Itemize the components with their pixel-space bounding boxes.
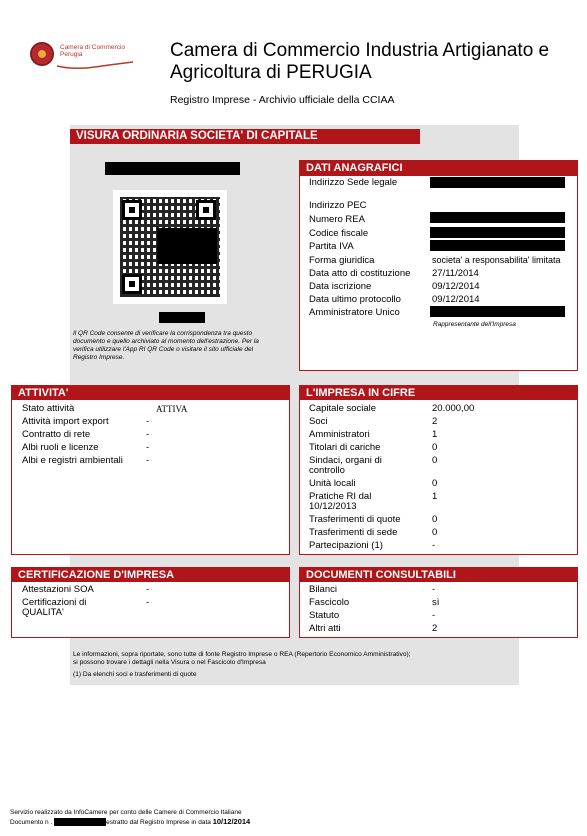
- qr-note-line: verifica utilizzare l'App RI QR Code o visitare il sito ufficiale del: [73, 346, 254, 353]
- value-data-iscrizione: 09/12/2014: [432, 281, 480, 292]
- company-name-redacted: [105, 162, 240, 175]
- page-subtitle: Registro Imprese - Archivio ufficiale della CCIAA: [170, 94, 395, 106]
- value-soa: -: [146, 584, 150, 595]
- label-amministratore: Amministratore Unico: [309, 307, 400, 318]
- logo-text-line2: Perugia: [60, 51, 83, 58]
- qr-finder-icon: [122, 274, 142, 294]
- label-qualita-2: QUALITA': [22, 607, 64, 618]
- value-soci: 2: [432, 416, 438, 427]
- label-import-export: Attività import export: [22, 416, 109, 427]
- label-qualita: Certificazioni di: [22, 597, 87, 608]
- rea-redacted: [430, 212, 565, 223]
- value-altri-atti: 2: [432, 623, 438, 634]
- footer-date: 10/12/2014: [212, 817, 251, 826]
- footer-doc-suffix: estratto dal Registro Imprese in data: [106, 819, 211, 826]
- info-text: [73, 651, 513, 679]
- value-import-export: -: [146, 416, 150, 427]
- value-statuto: -: [432, 610, 436, 621]
- qr-redacted: [157, 228, 217, 264]
- value-partecipazioni: -: [432, 540, 436, 551]
- qr-note-line: Registro Imprese.: [73, 354, 125, 361]
- value-bilanci: -: [432, 584, 436, 595]
- label-pec: Indirizzo PEC: [309, 200, 367, 211]
- page-title: [170, 40, 549, 84]
- value-trasf-quote: 0: [432, 514, 438, 525]
- value-trasf-sede: 0: [432, 527, 438, 538]
- label-trasf-sede: Trasferimenti di sede: [309, 527, 398, 538]
- logo-swoosh-icon: [55, 60, 135, 70]
- info-line: Le informazioni, sopra riportate, sono tutte di fonte Registro Imprese o REA (Repertorio Economico Amministrativo);: [73, 651, 411, 658]
- label-sindaci: Sindaci, organi di: [309, 455, 382, 466]
- label-data-iscrizione: Data iscrizione: [309, 281, 372, 292]
- value-amministratori: 1: [432, 429, 438, 440]
- title-line-1: Camera di Commercio Industria Artigianato e: [170, 40, 550, 61]
- label-pratiche-ri-2: 10/12/2013: [309, 501, 357, 512]
- rappresentante-note: Rappresentante dell'Impresa: [433, 321, 516, 328]
- label-rea: Numero REA: [309, 214, 365, 225]
- value-titolari-cariche: 0: [432, 442, 438, 453]
- qr-finder-icon: [196, 200, 216, 220]
- value-albi-ruoli: -: [146, 442, 150, 453]
- code-redacted: [159, 312, 205, 323]
- label-sede-legale: Indirizzo Sede legale: [309, 177, 398, 188]
- value-qualita: -: [146, 597, 150, 608]
- label-fascicolo: Fascicolo: [309, 597, 350, 608]
- label-soa: Attestazioni SOA: [22, 584, 94, 595]
- label-titolari-cariche: Titolari di cariche: [309, 442, 381, 453]
- footer-doc-prefix: Documento n .: [10, 819, 53, 826]
- partita-iva-redacted: [430, 240, 565, 251]
- value-stato-attivita: ATTIVA: [156, 404, 188, 414]
- value-sindaci: 0: [432, 455, 438, 466]
- dati-anagrafici-title: DATI ANAGRAFICI: [300, 161, 577, 176]
- label-pratiche-ri: Pratiche RI dal: [309, 491, 372, 502]
- label-codice-fiscale: Codice fiscale: [309, 228, 369, 239]
- document-number-redacted: [54, 818, 106, 826]
- label-ultimo-protocollo: Data ultimo protocollo: [309, 294, 401, 305]
- documenti-title: DOCUMENTI CONSULTABILI: [300, 568, 577, 582]
- label-albi-ruoli: Albi ruoli e licenze: [22, 442, 99, 453]
- label-bilanci: Bilanci: [309, 584, 337, 595]
- logo-text: [60, 44, 125, 58]
- footer-document: [10, 818, 250, 827]
- logo-text-line1: Camera di Commercio: [60, 44, 126, 51]
- qr-note-line: documento e quello archiviato al momento dell'estrazione. Per la: [73, 338, 259, 345]
- info-line: si possono trovare i dettagli nella Visura o nel Fascicolo d'Impresa: [73, 659, 266, 666]
- value-data-costituzione: 27/11/2014: [432, 268, 479, 279]
- sede-legale-redacted: [430, 177, 565, 188]
- value-contratto-rete: -: [146, 429, 150, 440]
- visura-title: VISURA ORDINARIA SOCIETA' DI CAPITALE: [70, 129, 420, 144]
- label-forma-giuridica: Forma giuridica: [309, 255, 375, 266]
- label-statuto: Statuto: [309, 610, 340, 621]
- value-pratiche-ri: 1: [432, 491, 438, 502]
- label-trasf-quote: Trasferimenti di quote: [309, 514, 401, 525]
- label-data-costituzione: Data atto di costituzione: [309, 268, 411, 279]
- qr-note: [73, 330, 298, 362]
- label-unita-locali: Unità locali: [309, 478, 356, 489]
- attivita-title: ATTIVITA': [12, 386, 289, 400]
- value-albi-registri: -: [146, 455, 150, 466]
- certificazione-title: CERTIFICAZIONE D'IMPRESA: [12, 568, 289, 582]
- value-ultimo-protocollo: 09/12/2014: [432, 294, 480, 305]
- label-stato-attivita: Stato attività: [22, 403, 75, 414]
- label-albi-registri: Albi e registri ambientali: [22, 455, 123, 466]
- value-capitale-sociale: 20.000,00: [432, 403, 475, 414]
- qr-finder-icon: [122, 200, 142, 220]
- label-soci: Soci: [309, 416, 328, 427]
- codice-fiscale-redacted: [430, 227, 565, 238]
- label-partecipazioni: Partecipazioni (1): [309, 540, 383, 551]
- label-amministratori: Amministratori: [309, 429, 370, 440]
- value-fascicolo: sì: [432, 597, 440, 608]
- label-contratto-rete: Contratto di rete: [22, 429, 91, 440]
- cciaa-seal-icon: [30, 42, 54, 66]
- label-sindaci-2: controllo: [309, 465, 345, 476]
- value-unita-locali: 0: [432, 478, 438, 489]
- info-line: (1) Da elenchi soci e trasferimenti di quote: [73, 671, 197, 678]
- label-partita-iva: Partita IVA: [309, 241, 354, 252]
- amministratore-redacted: [430, 306, 565, 317]
- label-capitale-sociale: Capitale sociale: [309, 403, 377, 414]
- qr-note-line: Il QR Code consente di verificare la corrispondenza tra questo: [73, 330, 253, 337]
- impresa-cifre-title: L'IMPRESA IN CIFRE: [300, 386, 577, 400]
- label-altri-atti: Altri atti: [309, 623, 341, 634]
- title-line-2: Agricoltura di PERUGIA: [170, 62, 372, 83]
- value-forma-giuridica: societa' a responsabilita' limitata: [432, 255, 561, 265]
- footer-service: Servizio realizzato da InfoCamere per conto delle Camere di Commercio Italiane: [10, 809, 242, 816]
